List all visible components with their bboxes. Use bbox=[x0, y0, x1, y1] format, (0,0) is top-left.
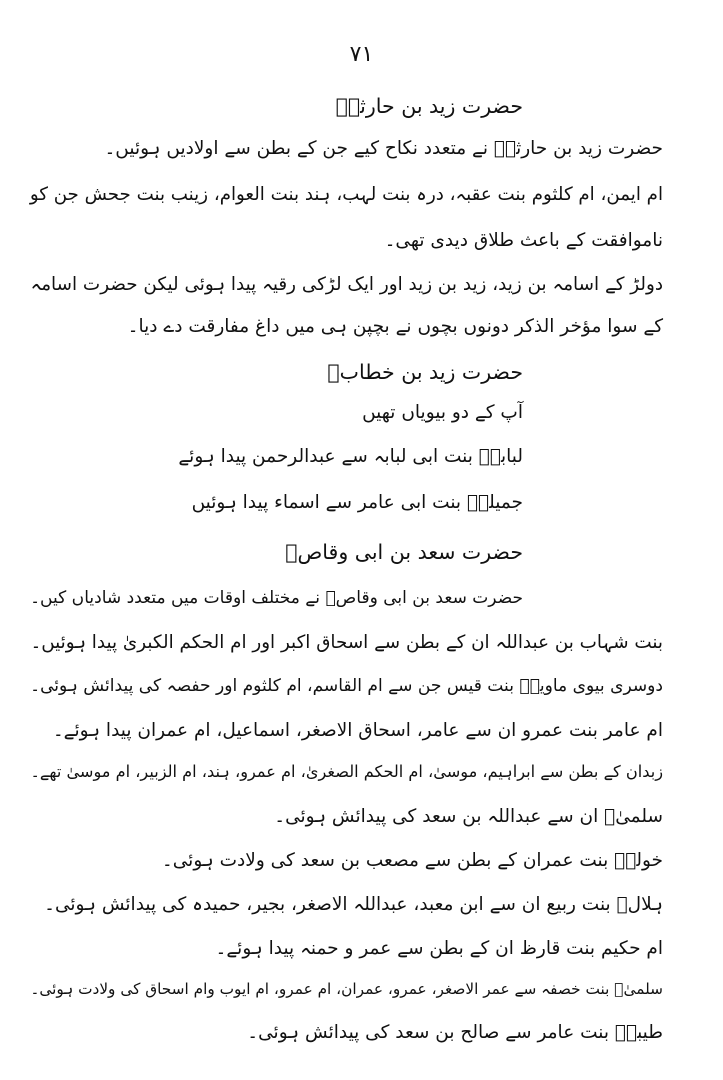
text-line: ام عامر بنت عمرو ان سے عامر، اسحاق الاصغر، اسماعیل، ام عمران پیدا ہوئے۔ bbox=[52, 720, 663, 741]
text-line: سلمیٰؓ ان سے عبداللہ بن سعد کی پیدائش ہوئی۔ bbox=[274, 806, 663, 827]
text-line: جمیلہؓ بنت ابی عامر سے اسماء پیدا ہوئیں bbox=[191, 492, 523, 513]
text-line: زبدان کے بطن سے ابراہیم، موسیٰ، ام الحکم الصغریٰ، ام عمرو، ہند، ام الزبیر، ام موسیٰ تھے۔ bbox=[30, 762, 663, 781]
text-line: حضرت زید بن حارثہؓ نے متعدد نکاح کیے جن کے بطن سے اولادیں ہوئیں۔ bbox=[104, 138, 663, 159]
page-number: ۷۱ bbox=[349, 42, 374, 67]
heading-zaid-bin-khattab: حضرت زید بن خطابؓ bbox=[327, 360, 523, 384]
text-line: ہلالؓ بنت ربیع ان سے ابن معبد، عبداللہ الاصغر، بجیر، حمیدہ کی پیدائش ہوئی۔ bbox=[44, 894, 663, 915]
heading-saad-bin-abi-waqqas: حضرت سعد بن ابی وقاصؓ bbox=[285, 540, 523, 564]
text-line: بنت شہاب بن عبداللہ ان کے بطن سے اسحاق اکبر اور ام الحکم الکبریٰ پیدا ہوئیں۔ bbox=[30, 632, 663, 653]
text-line: دوسری بیوی ماویہؓ بنت قیس جن سے ام القاسم، ام کلثوم اور حفصہ کی پیدائش ہوئی۔ bbox=[30, 676, 663, 696]
text-line: خولہؓ بنت عمران کے بطن سے مصعب بن سعد کی ولادت ہوئی۔ bbox=[161, 850, 663, 871]
text-line: دولڑ کے اسامہ بن زید، زید بن زید اور ایک لڑکی رقیہ پیدا ہوئی لیکن حضرت اسامہ bbox=[30, 274, 663, 295]
heading-zaid-bin-haritha: حضرت زید بن حارثہؓ bbox=[335, 94, 523, 118]
text-line: طیبہؓ بنت عامر سے صالح بن سعد کی پیدائش ہوئی۔ bbox=[247, 1022, 663, 1043]
text-line: لبابہؓ بنت ابی لبابہ سے عبدالرحمن پیدا ہوئے bbox=[178, 446, 523, 467]
text-line: سلمیٰؓ بنت خصفہ سے عمر الاصغر، عمرو، عمران، ام عمرو، ام ایوب وام اسحاق کی ولادت ہوئی۔ bbox=[30, 980, 663, 998]
text-line: ام حکیم بنت قارظ ان کے بطن سے عمر و حمنہ پیدا ہوئے۔ bbox=[215, 938, 663, 959]
text-line: کے سوا مؤخر الذکر دونوں بچوں نے بچپن ہی میں داغ مفارقت دے دیا۔ bbox=[127, 316, 663, 337]
text-line: ناموافقت کے باعث طلاق دیدی تھی۔ bbox=[384, 230, 663, 251]
text-line: ام ایمن، ام کلثوم بنت عقبہ، درہ بنت لہب، ہند بنت العوام، زینب بنت جحش جن کو bbox=[29, 184, 663, 205]
text-line: حضرت سعد بن ابی وقاصؓ نے مختلف اوقات میں متعدد شادیاں کیں۔ bbox=[30, 588, 523, 608]
text-line: آپ کے دو بیویاں تھیں bbox=[362, 402, 523, 423]
